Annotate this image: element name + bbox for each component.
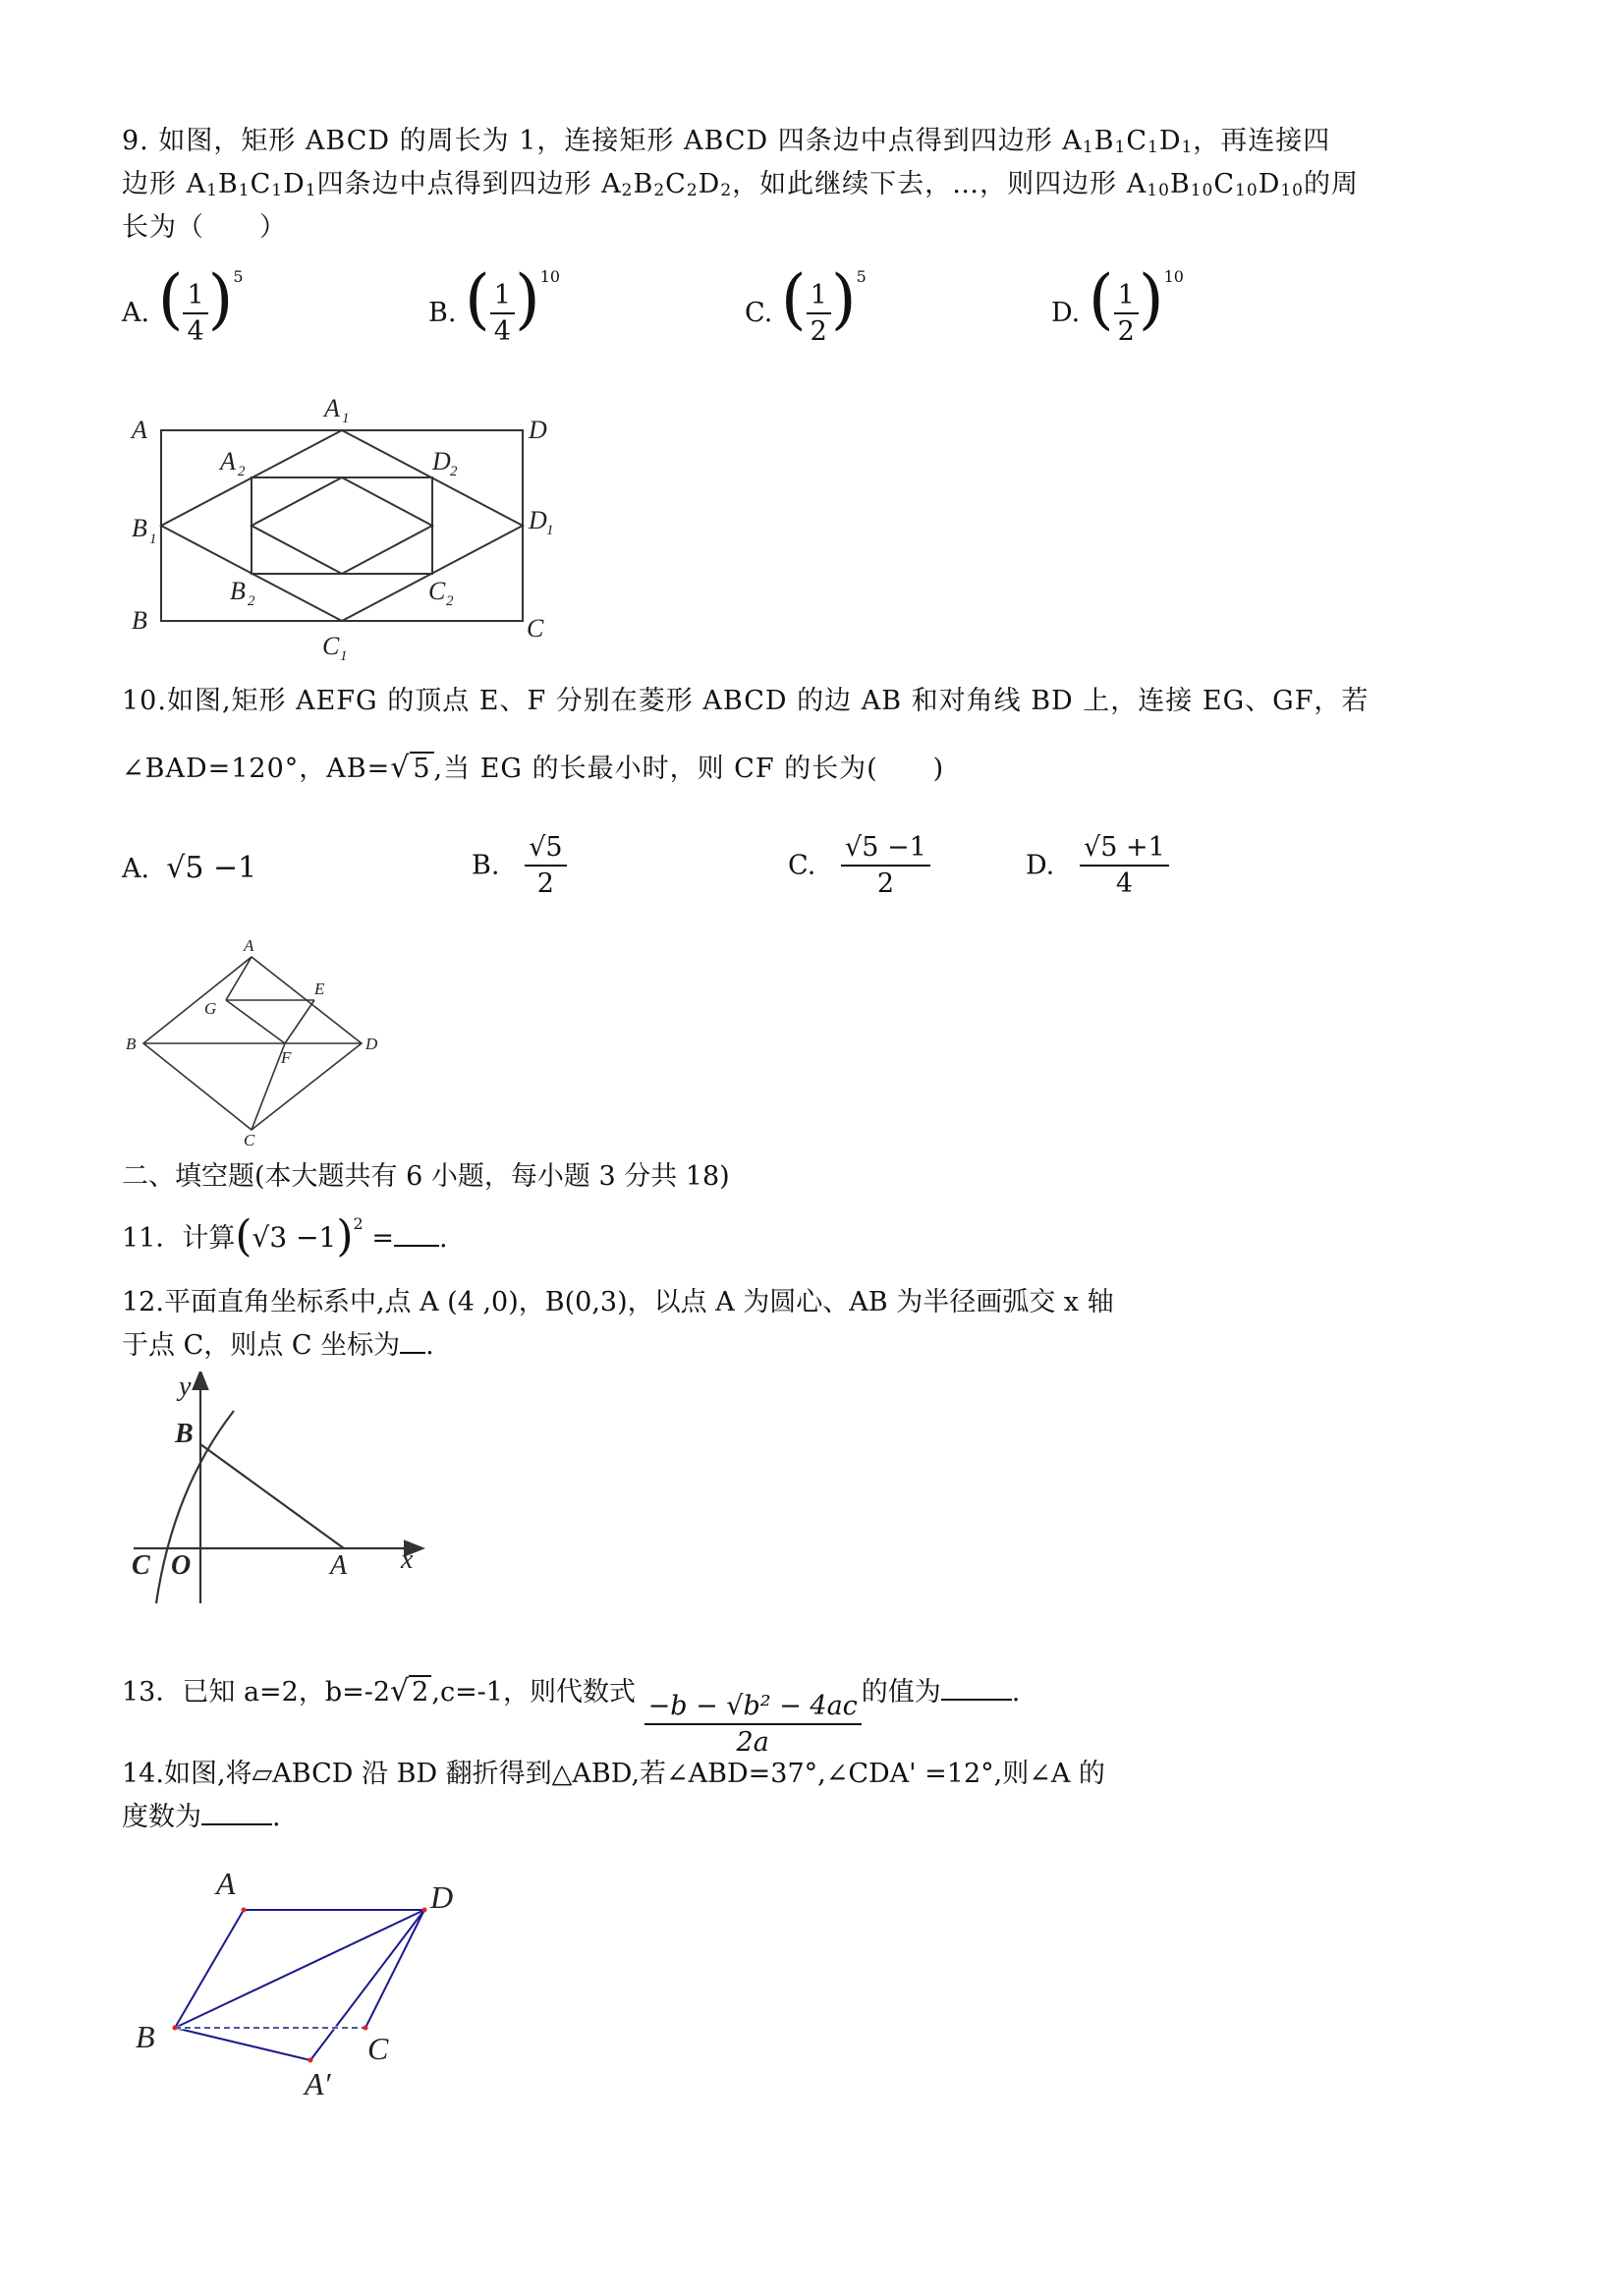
label-d1: D: [529, 506, 547, 534]
q9-option-b: B. ( $\frac{1}{4}$ )$^{10}$: [428, 261, 561, 347]
section-fill-in-title: 二、填空题(本大题共有 6 小题，每小题 3 分共 18): [122, 1161, 730, 1192]
segment-ba1: [175, 2028, 310, 2060]
q13: 13．已知 a=2，b=-2√ 2 ,c=-1，则代数式 $\frac{\text{−b − √b² − 4ac}}{2a}$ 的值为 .: [122, 1674, 1021, 1758]
q12-figure: [124, 1372, 428, 1607]
q10-option-b: B. $\frac{√5}{2}$: [472, 831, 567, 902]
label-a: A: [330, 1550, 348, 1581]
q10-line2: ∠BAD=120°，AB=√ 5 ,当 EG 的长最小时，则 CF 的长为( ): [122, 751, 945, 785]
q14-line1: 14.如图,将▱ABCD 沿 BD 翻折得到△ABD,若∠ABD=37°,∠CDA' =12°,则∠A 的: [122, 1759, 1105, 1789]
svg-text:2: 2: [446, 593, 454, 609]
label-d: D: [365, 1035, 378, 1053]
q9-option-c: C. ( $\frac{1}{2}$ )$^5$: [745, 261, 867, 347]
label-b: B: [136, 2019, 155, 2054]
label-d: D: [529, 416, 547, 444]
label-a: A: [216, 1866, 236, 1901]
label-c: C: [367, 2031, 389, 2066]
q10-option-a: A. √5 −1: [122, 851, 257, 885]
q10-option-d: D. $\frac{√5 +1}{4}$: [1026, 831, 1169, 902]
label-a-prime: A′: [305, 2066, 331, 2101]
q12-line2: 于点 C，则点 C 坐标为 .: [122, 1330, 434, 1361]
label-e: E: [314, 980, 325, 998]
q9-line2: 边形 A1B1C1D1四条边中点得到四边形 A2B2C2D2，如此继续下去，…，则四边形 A10B10C10D10的周: [122, 169, 1359, 200]
q9-option-a: A. ( $\frac{1}{4}$ )$^5$: [122, 261, 244, 347]
q14-line2: 度数为 .: [122, 1802, 281, 1832]
label-a: A: [244, 936, 254, 955]
q12-line1: 12.平面直角坐标系中,点 A (4 ,0)，B(0,3)，以点 A 为圆心、AB 为半径画弧交 x 轴: [122, 1287, 1114, 1317]
q9-figure: [124, 391, 576, 662]
q9-line3: 长为（ ）: [122, 212, 287, 243]
segment-ab: [200, 1444, 344, 1548]
diagonal-bd: [175, 1910, 424, 2028]
q9-option-d: D. ( $\frac{1}{2}$ )$^{10}$: [1051, 261, 1184, 347]
svg-text:1: 1: [149, 532, 157, 547]
svg-text:1: 1: [340, 648, 348, 662]
svg-text:2: 2: [248, 593, 255, 609]
label-c: C: [132, 1550, 150, 1581]
label-d: D: [430, 1879, 454, 1915]
label-b: B: [175, 1419, 194, 1449]
label-c: C: [527, 614, 544, 643]
label-d2: D: [432, 447, 451, 476]
label-a: A: [132, 416, 147, 444]
label-y: y: [179, 1372, 192, 1402]
q11: 11．计算$(√3 -1)^2$ = .: [122, 1211, 448, 1261]
q10-line1: 10.如图,矩形 AEFG 的顶点 E、F 分别在菱形 ABCD 的边 AB 和对角线 BD 上，连接 EG、GF，若: [122, 686, 1370, 716]
q10-figure: [122, 935, 397, 1149]
q14-figure: [124, 1859, 497, 2124]
label-b: B: [132, 606, 147, 635]
label-b: B: [126, 1035, 137, 1053]
label-a2: A: [220, 447, 236, 476]
label-b1: B: [132, 514, 147, 542]
rhombus-inner: [252, 477, 432, 574]
rhombus-a1b1c1d1: [161, 430, 523, 621]
label-c2: C: [428, 577, 446, 605]
label-x: x: [401, 1544, 414, 1575]
svg-text:1: 1: [342, 411, 350, 426]
label-f: F: [281, 1048, 292, 1067]
label-a1: A: [324, 394, 340, 422]
label-o: O: [171, 1550, 192, 1581]
label-b2: B: [230, 577, 246, 605]
svg-text:2: 2: [450, 464, 458, 479]
rect-abcd: [161, 430, 523, 621]
q9-line1: 9. 如图，矩形 ABCD 的周长为 1，连接矩形 ABCD 四条边中点得到四边形 A1B1C1D1，再连接四: [122, 126, 1331, 157]
rect-a2b2c2d2: [252, 477, 432, 574]
q10-option-c: C. $\frac{√5 -1}{2}$: [788, 831, 930, 902]
svg-text:1: 1: [546, 523, 554, 538]
label-g: G: [204, 999, 217, 1018]
label-c1: C: [322, 632, 340, 660]
svg-text:2: 2: [238, 464, 246, 479]
arc-bc: [156, 1411, 234, 1603]
label-c: C: [244, 1131, 255, 1149]
